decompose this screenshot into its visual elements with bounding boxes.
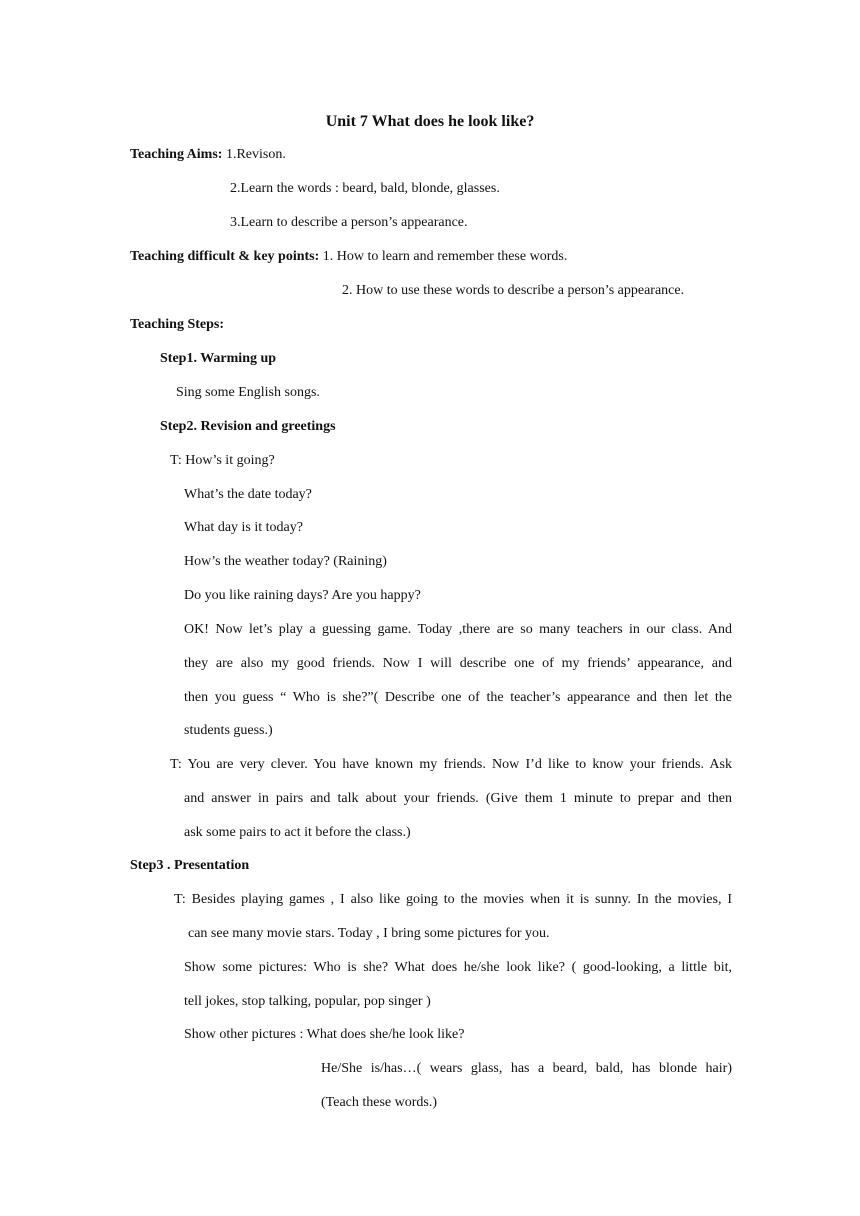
aims-item: 1.Revison. — [225, 147, 286, 162]
step3-line: T: Besides playing games , I also like going to the movies when it is sunny. In the movies, I — [174, 892, 732, 907]
step3-line: tell jokes, stop talking, popular, pop singer ) — [184, 994, 431, 1009]
step3-line: He/She is/has…( wears glass, has a beard, bald, has blonde hair) — [321, 1061, 732, 1076]
step2-line: What day is it today? — [184, 520, 303, 535]
page-title: Unit 7 What does he look like? — [325, 113, 535, 130]
step3-line: (Teach these words.) — [321, 1095, 438, 1110]
step3-line: can see many movie stars. Today , I bring some pictures for you. — [188, 926, 550, 941]
key-point-item: 1. How to learn and remember these words. — [322, 249, 568, 264]
aims-label: Teaching Aims: — [130, 147, 223, 162]
step2-line: OK! Now let’s play a guessing game. Today ,there are so many teachers in our class. And — [184, 622, 732, 637]
step2-line: ask some pairs to act it before the class.) — [184, 825, 411, 840]
step3-heading: Step3 . Presentation — [130, 858, 250, 873]
step2-line: then you guess “ Who is she?”( Describe one of the teacher’s appearance and then let the — [184, 690, 732, 705]
step2-line: How’s the weather today? (Raining) — [184, 554, 387, 569]
key-point-item: 2. How to use these words to describe a person’s appearance. — [342, 283, 685, 298]
step1-heading: Step1. Warming up — [160, 351, 277, 366]
step2-line: What’s the date today? — [184, 487, 312, 502]
step2-line: T: You are very clever. You have known my friends. Now I’d like to know your friends. Ask — [170, 757, 732, 772]
key-points-label: Teaching difficult & key points: — [130, 249, 320, 264]
step2-line: they are also my good friends. Now I will describe one of my friends’ appearance, and — [184, 656, 732, 671]
step1-line: Sing some English songs. — [176, 385, 320, 400]
step2-heading: Step2. Revision and greetings — [160, 419, 336, 434]
key-points-row — [130, 248, 567, 266]
aims-item: 3.Learn to describe a person’s appearance. — [230, 215, 468, 230]
step2-line: and answer in pairs and talk about your friends. (Give them 1 minute to prepar and then — [184, 791, 732, 806]
step3-line: Show other pictures : What does she/he look like? — [184, 1027, 465, 1042]
step2-line: T: How’s it going? — [170, 453, 275, 468]
step2-line: students guess.) — [184, 723, 273, 738]
step2-line: Do you like raining days? Are you happy? — [184, 588, 421, 603]
steps-heading: Teaching Steps: — [130, 317, 225, 332]
aims-row — [130, 146, 286, 164]
aims-item: 2.Learn the words : beard, bald, blonde, glasses. — [230, 181, 500, 196]
step3-line: Show some pictures: Who is she? What does he/she look like? ( good-looking, a little bit, — [184, 960, 732, 975]
